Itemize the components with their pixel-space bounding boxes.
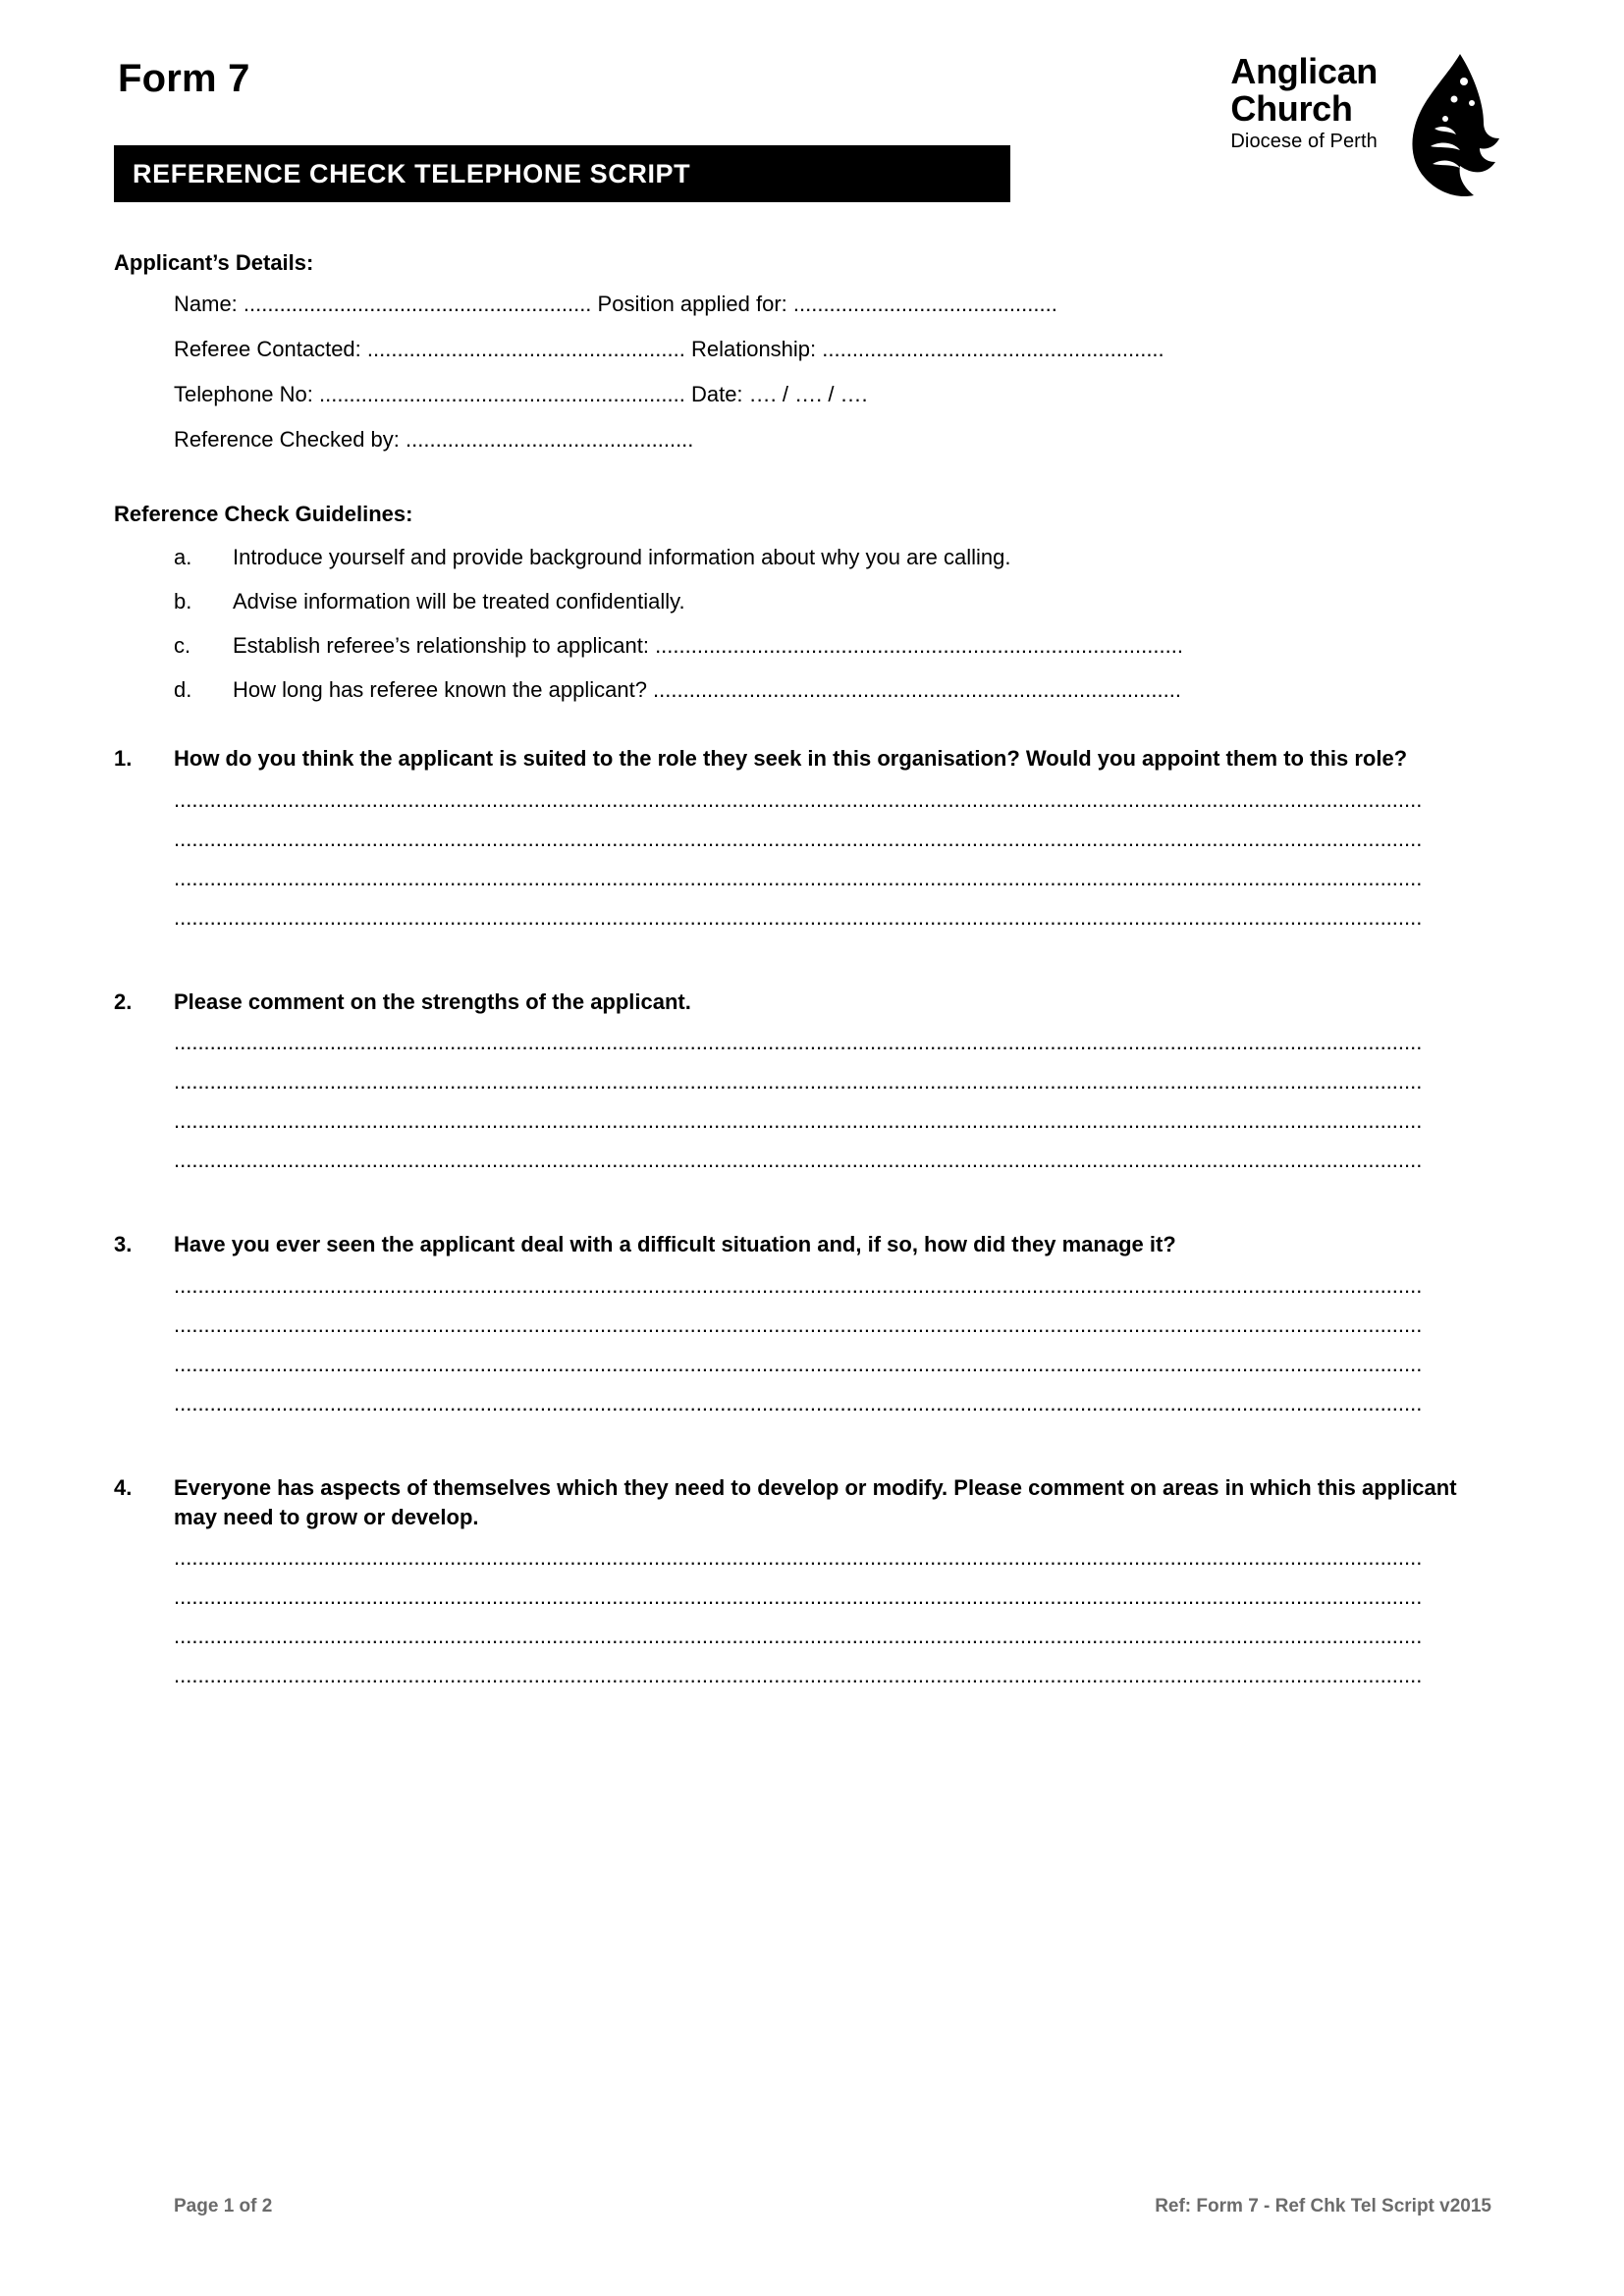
field-row-checked-by: Reference Checked by: ................................................ xyxy=(174,427,694,452)
applicant-details-heading: Applicant’s Details: xyxy=(114,250,314,275)
field-row-telephone-date: Telephone No: ............................................................. Date: …. / …. / …. xyxy=(174,382,868,406)
answer-line[interactable]: ................................................................................................................................................................................................................ xyxy=(174,1032,1423,1055)
document-body xyxy=(0,250,1624,1704)
guideline-item xyxy=(174,589,1624,614)
answer-line[interactable]: ................................................................................................................................................................................................................ xyxy=(174,1275,1423,1299)
answer-line[interactable]: ................................................................................................................................................................................................................ xyxy=(174,1586,1423,1610)
answer-area[interactable] xyxy=(174,789,1491,946)
page-number: Page 1 of 2 xyxy=(174,2196,273,2216)
answer-line[interactable]: ................................................................................................................................................................................................................ xyxy=(174,1354,1423,1377)
question-number: 2. xyxy=(114,988,133,1014)
question-text: Please comment on the strengths of the applicant. xyxy=(174,988,691,1014)
answer-line[interactable]: ................................................................................................................................................................................................................ xyxy=(174,1547,1423,1571)
field-row-name: Name: .......................................................... Position applied for: ............................................ xyxy=(174,292,1057,316)
answer-line[interactable]: ................................................................................................................................................................................................................ xyxy=(174,828,1423,851)
question-text: Everyone has aspects of themselves which they need to develop or modify. Please comment on areas in which this applicant may need to grow or develop. xyxy=(174,1475,1457,1529)
question-heading xyxy=(114,1230,1491,1259)
guideline-letter: c. xyxy=(174,633,191,658)
logo-line-3: Diocese of Perth xyxy=(1230,131,1378,152)
organisation-logo xyxy=(1230,51,1501,199)
guideline-item xyxy=(174,633,1624,659)
answer-line[interactable]: ................................................................................................................................................................................................................ xyxy=(174,1626,1423,1649)
question-block xyxy=(0,988,1624,1190)
guideline-letter: d. xyxy=(174,677,192,702)
question-block xyxy=(0,1230,1624,1432)
question-block xyxy=(0,744,1624,946)
guideline-text: How long has referee known the applicant? ........................................................................................ xyxy=(233,677,1181,702)
logo-line-2: Church xyxy=(1230,88,1353,129)
answer-line[interactable]: ................................................................................................................................................................................................................ xyxy=(174,1149,1423,1173)
answer-line[interactable]: ................................................................................................................................................................................................................ xyxy=(174,788,1423,812)
form-number-title: Form 7 xyxy=(118,57,250,100)
guideline-item xyxy=(174,677,1624,703)
answer-area[interactable] xyxy=(174,1032,1491,1189)
document-title-bar xyxy=(114,145,1010,202)
guidelines-heading: Reference Check Guidelines: xyxy=(114,502,413,526)
logo-wordmark xyxy=(1230,51,1378,152)
document-footer xyxy=(0,2196,1624,2225)
document-title: REFERENCE CHECK TELEPHONE SCRIPT xyxy=(133,158,691,188)
document-reference: Ref: Form 7 - Ref Chk Tel Script v2015 xyxy=(1155,2196,1491,2216)
question-number: 4. xyxy=(114,1475,133,1501)
guideline-item xyxy=(174,545,1624,570)
question-block xyxy=(0,1473,1624,1704)
question-number: 3. xyxy=(114,1232,133,1257)
answer-line[interactable]: ................................................................................................................................................................................................................ xyxy=(174,1393,1423,1416)
question-heading xyxy=(114,744,1491,774)
guideline-text: Establish referee’s relationship to applicant: ........................................................................................ xyxy=(233,633,1183,658)
guideline-text: Advise information will be treated confidentially. xyxy=(233,589,685,614)
answer-line[interactable]: ................................................................................................................................................................................................................ xyxy=(174,867,1423,890)
flame-logo-icon xyxy=(1391,52,1501,199)
question-text: Have you ever seen the applicant deal with a difficult situation and, if so, how did they manage it? xyxy=(174,1232,1176,1257)
question-heading xyxy=(114,1473,1491,1531)
question-heading xyxy=(114,988,1491,1017)
question-text: How do you think the applicant is suited to the role they seek in this organisation? Would you appoint them to this role? xyxy=(174,746,1408,771)
answer-line[interactable]: ................................................................................................................................................................................................................ xyxy=(174,1314,1423,1338)
guideline-letter: a. xyxy=(174,545,192,569)
answer-area[interactable] xyxy=(174,1275,1491,1432)
document-header xyxy=(0,0,1624,226)
logo-line-1: Anglican xyxy=(1230,51,1378,91)
question-number: 1. xyxy=(114,746,133,771)
answer-line[interactable]: ................................................................................................................................................................................................................ xyxy=(174,906,1423,930)
answer-line[interactable]: ................................................................................................................................................................................................................ xyxy=(174,1110,1423,1134)
guideline-text: Introduce yourself and provide background information about why you are calling. xyxy=(233,545,1011,569)
answer-line[interactable]: ................................................................................................................................................................................................................ xyxy=(174,1665,1423,1688)
field-row-referee: Referee Contacted: ..................................................... Relationship: ......................................................... xyxy=(174,337,1164,361)
answer-area[interactable] xyxy=(174,1547,1491,1704)
guideline-letter: b. xyxy=(174,589,192,614)
answer-line[interactable]: ................................................................................................................................................................................................................ xyxy=(174,1071,1423,1095)
